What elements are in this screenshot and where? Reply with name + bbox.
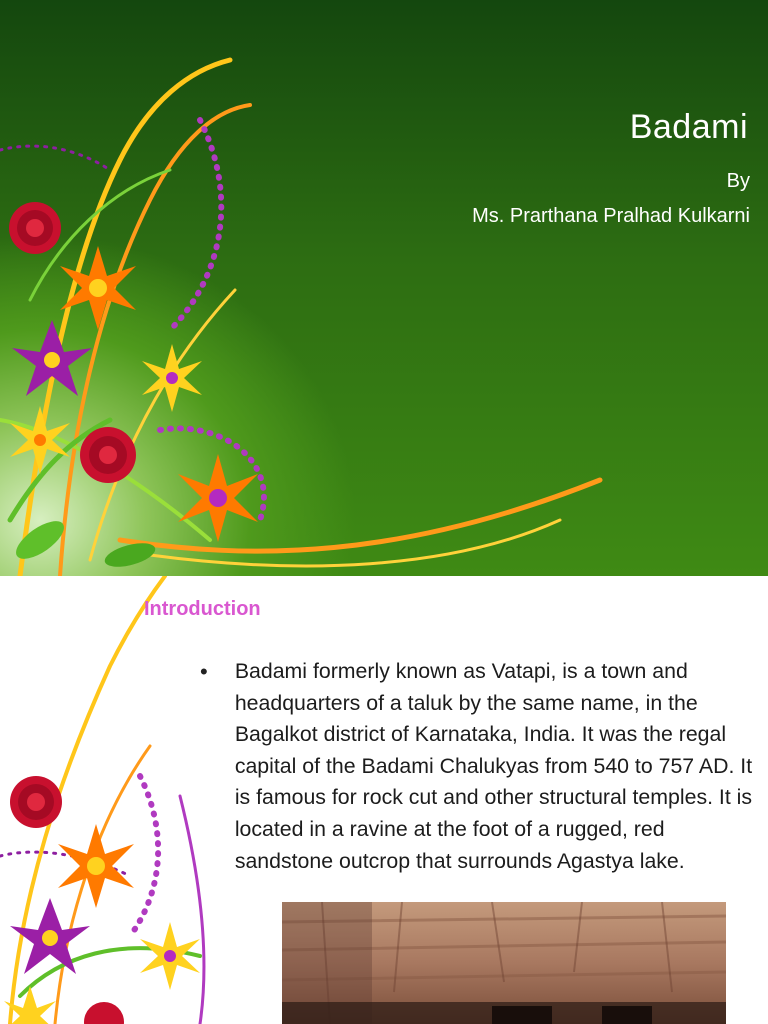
byline-label: By <box>726 170 750 192</box>
bullet-dot-icon: • <box>200 659 208 684</box>
bullet-text: Badami formerly known as Vatapi, is a town and headquarters of a taluk by the same name, in the Bagalkot district of Karnataka, India. It was the regal capital of the Badami Chalukyas from 540 to 757 AD. It is famous for rock cut and other structural temples. It is located in a ravine at the foot of a rugged, red sandstone outcrop that surrounds Agastya lake. <box>234 659 753 873</box>
author-name: Ms. Prarthana Pralhad Kulkarni <box>472 205 750 227</box>
section-heading: Introduction <box>144 598 261 620</box>
introduction-slide <box>0 576 768 1024</box>
bullet-item <box>200 656 760 877</box>
badami-rock-photo <box>282 902 726 1024</box>
slide-title: Badami <box>629 108 748 146</box>
